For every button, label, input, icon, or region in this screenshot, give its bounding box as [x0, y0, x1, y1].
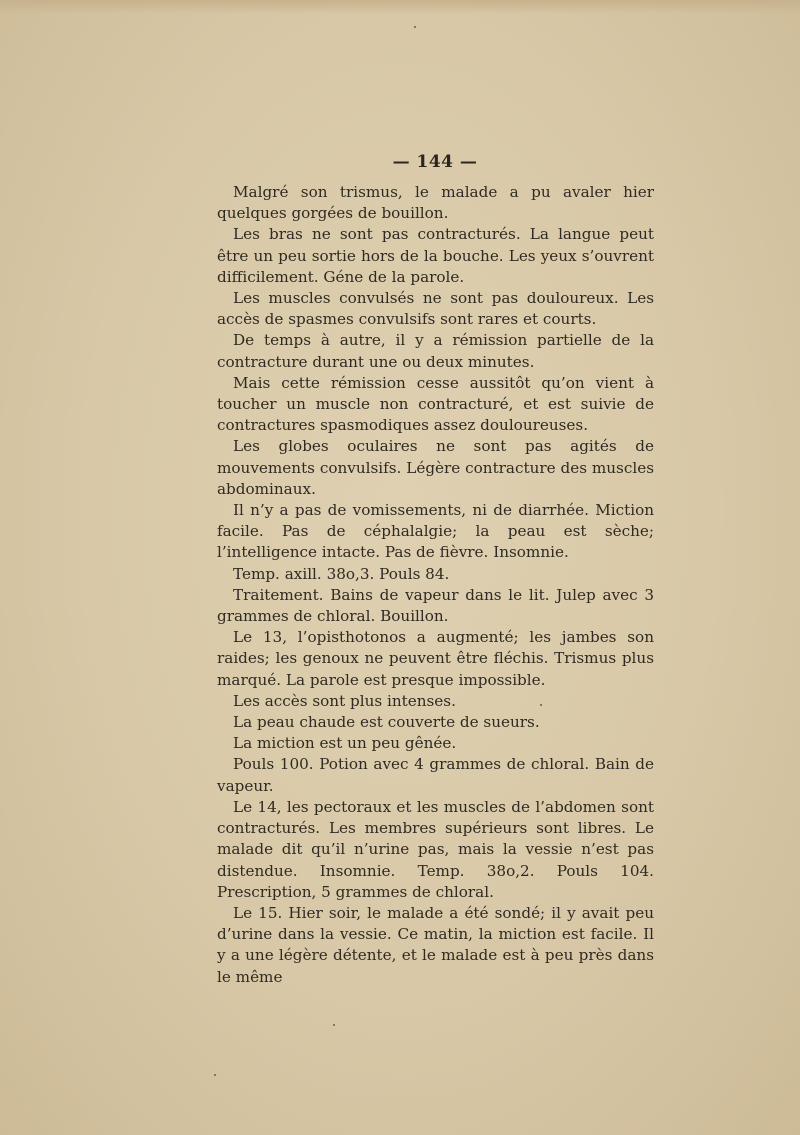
paragraph: Le 13, l’opisthotonos a augmenté; les jambes son raides; les genoux ne peuvent être fléchis. Trismus plus marqué. La parole est presque impossible. — [217, 628, 654, 689]
paragraph: Le 15. Hier soir, le malade a été sondé; il y avait peu d’urine dans la vessie. Ce matin, la miction est facile. Il y a une légère détente, et le malade est à peu près dans le même — [217, 903, 654, 986]
paragraph: De temps à autre, il y a rémission partielle de la contracture durant une ou deux minutes. — [217, 331, 654, 371]
paragraph: La peau chaude est couverte de sueurs. — [233, 713, 540, 732]
paragraph: Temp. axill. 38o,3. Pouls 84. — [233, 564, 450, 583]
paragraph: Les accès sont plus intenses. — [233, 691, 456, 710]
page-number: — 144 — — [392, 152, 478, 172]
paragraph: Mais cette rémission cesse aussitôt qu’on vient à toucher un muscle non contracturé, et est suivie de contractures spasmodiques assez douloureuses. — [217, 373, 654, 435]
paragraph: Le 14, les pectoraux et les muscles de l’abdomen sont contracturés. Les membres supérieurs sont libres. Le malade dit qu’il n’urine pas, mais la vessie n’est pas distendue. Insomnie. Temp. 38o,2. Pouls 104. Prescription, 5 grammes de chloral. — [217, 797, 654, 901]
paragraph: Traitement. Bains de vapeur dans le lit. Julep avec 3 grammes de chloral. Bouillon. — [217, 585, 654, 626]
paragraph: Il n’y a pas de vomissements, ni de diarrhée. Miction facile. Pas de céphalalgie; la peau est sèche; l’intelligence intacte. Pas de fièvre. Insomnie. — [217, 501, 654, 562]
paper-speck — [414, 26, 416, 28]
paper-speck — [214, 1074, 216, 1076]
body-text — [217, 182, 654, 988]
paper-speck — [540, 704, 542, 706]
paragraph: Les bras ne sont pas contracturés. La langue peut être un peu sortie hors de la bouche. Les yeux s’ouvrent difficilement. Géne de la parole. — [217, 225, 654, 286]
paragraph: Malgré son trismus, le malade a pu avaler hier quelques gorgées de bouillon. — [217, 183, 654, 223]
paragraph: Les globes oculaires ne sont pas agités de mouvements convulsifs. Légère contracture des muscles abdominaux. — [217, 437, 654, 498]
paragraph: Pouls 100. Potion avec 4 grammes de chloral. Bain de vapeur. — [217, 755, 654, 795]
paragraph: Les muscles convulsés ne sont pas douloureux. Les accès de spasmes convulsifs sont rares et courts. — [217, 289, 654, 329]
paragraph: La miction est un peu gênée. — [233, 734, 457, 753]
paper-speck — [333, 1024, 335, 1026]
